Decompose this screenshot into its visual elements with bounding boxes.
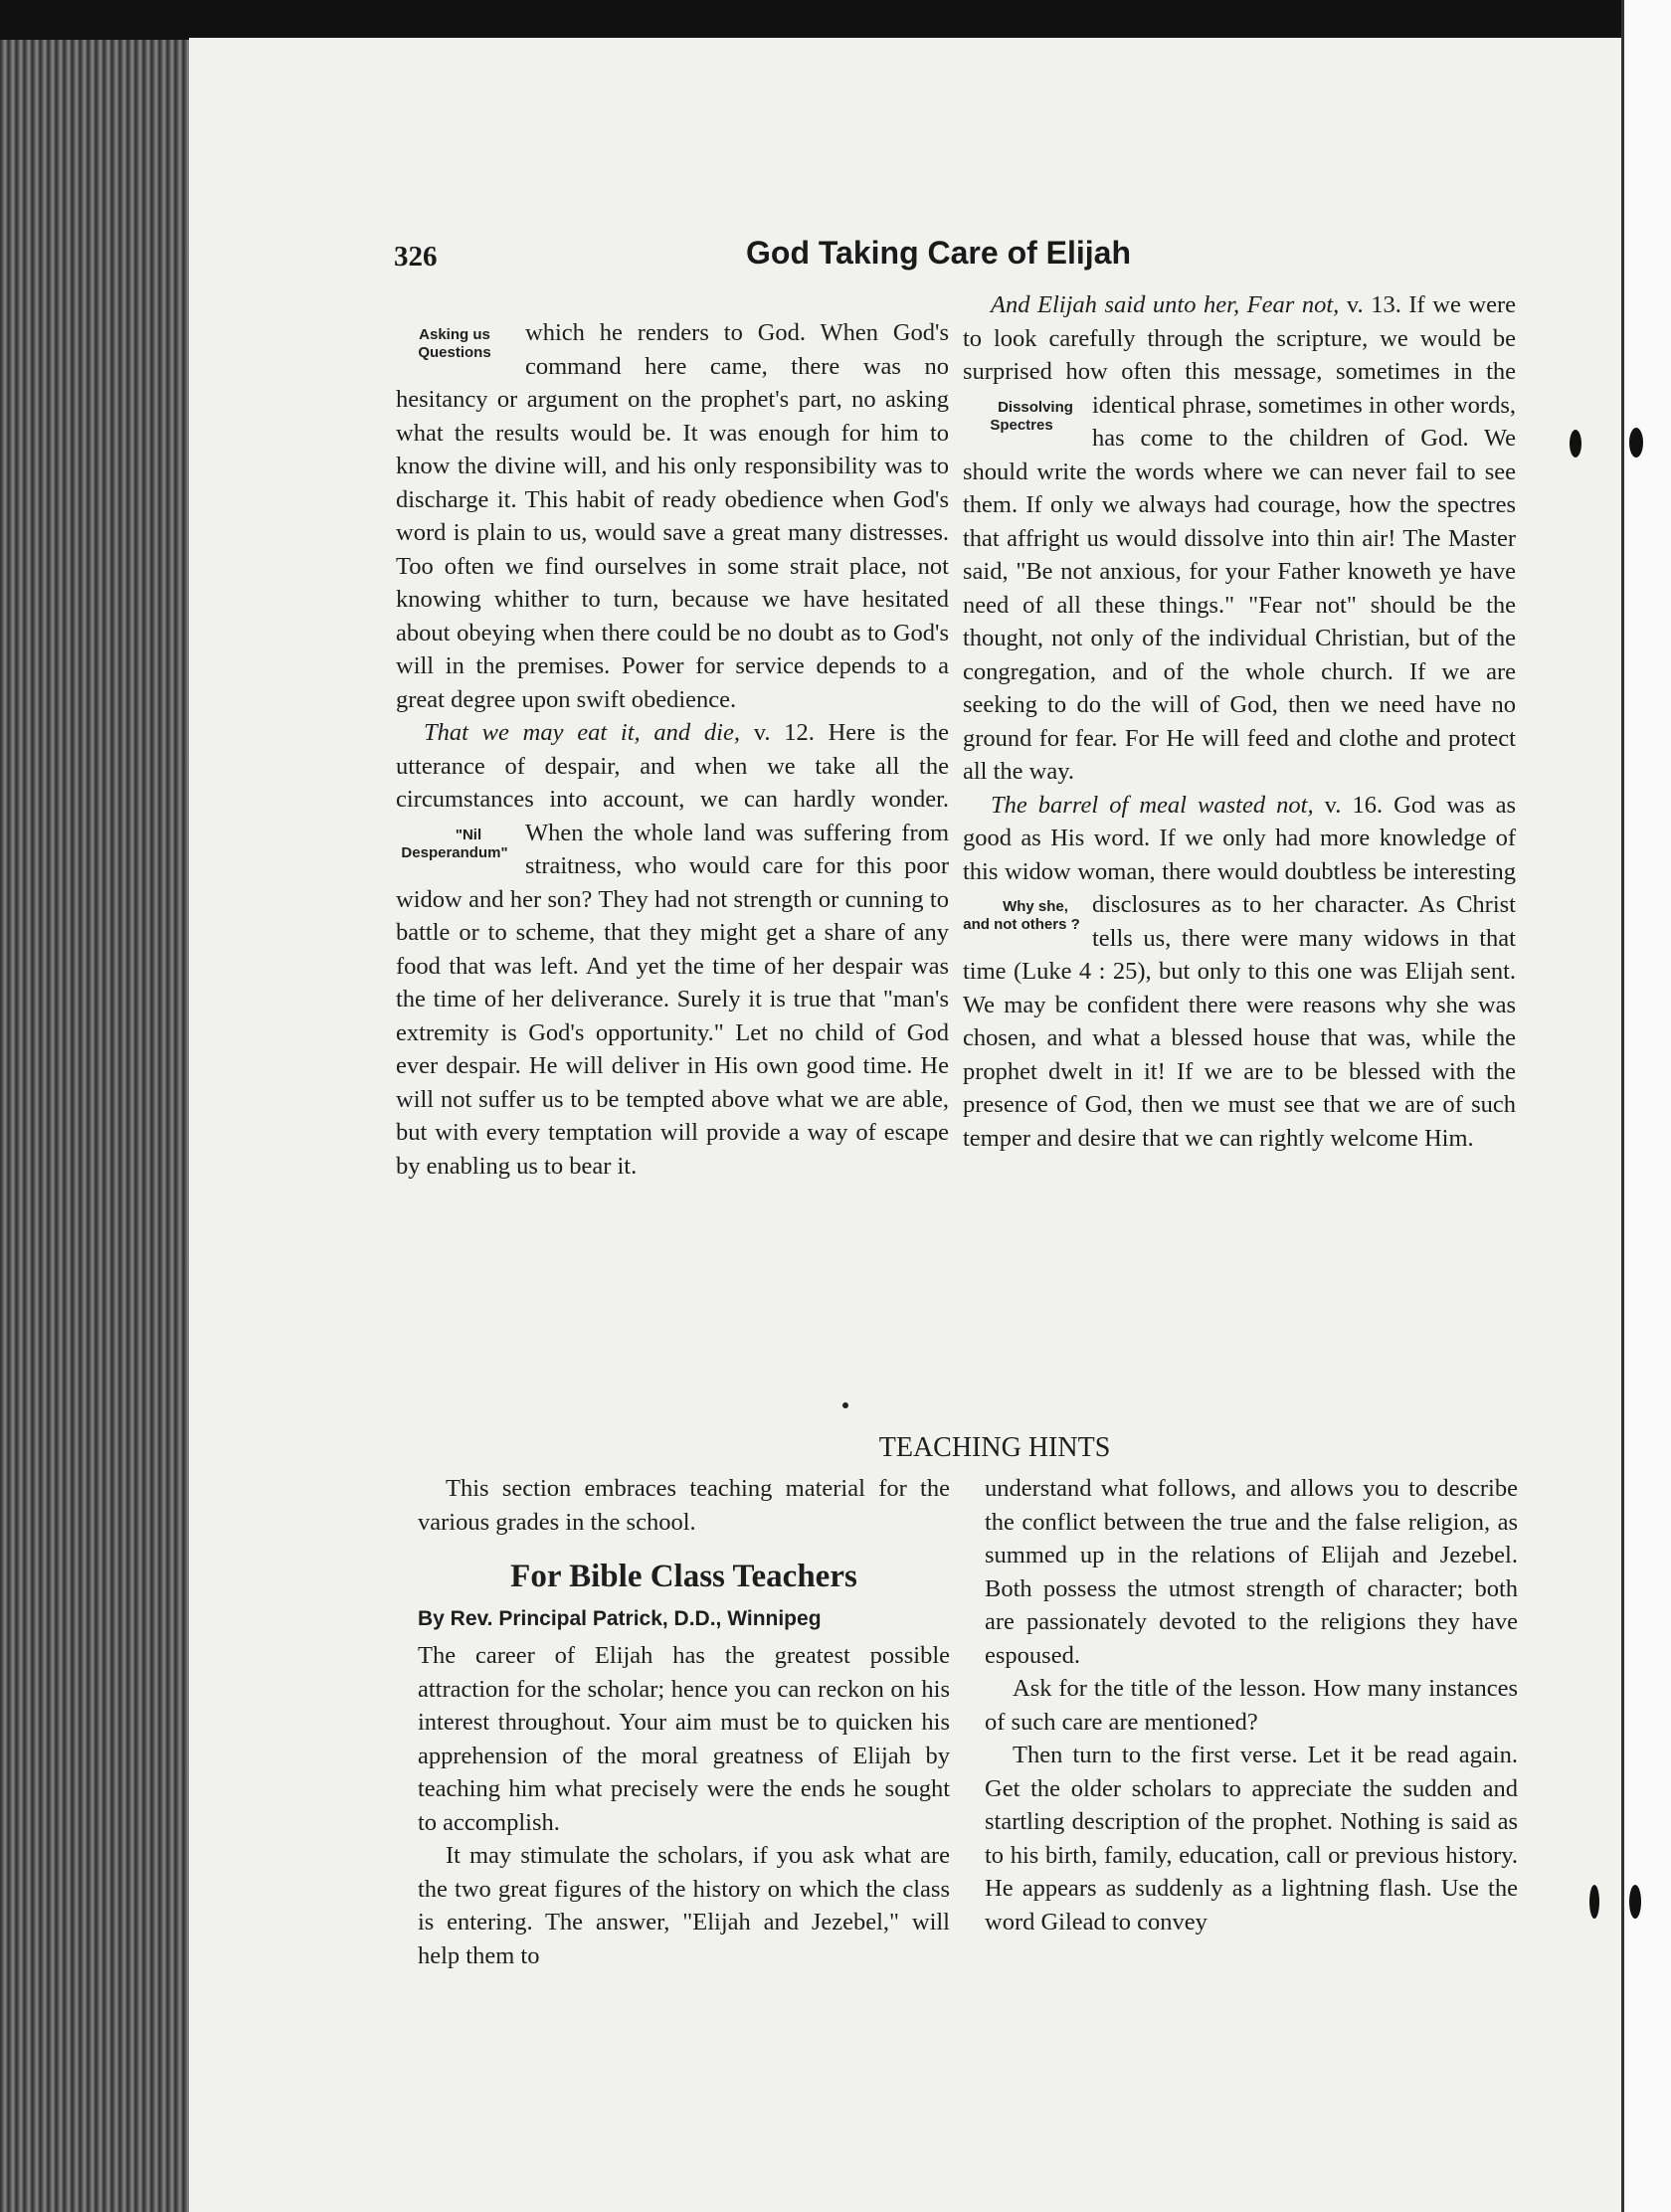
column-right-bottom xyxy=(985,1472,1518,1938)
section-heading: TEACHING HINTS xyxy=(878,1432,1111,1463)
facing-page-strip xyxy=(1621,0,1671,2212)
marginal-heading: Asking us Questions xyxy=(418,326,491,361)
column-left-top xyxy=(396,316,949,1183)
scan-top-border xyxy=(0,0,1671,40)
ink-mark xyxy=(1570,430,1581,458)
paragraph: understand what follows, and allows you to describe the conflict between the true and the false religion, as summed up in the relations of Elijah and Jezebel. Both possess the utmost strength of character; both are passionately devoted to the religions they have espoused. xyxy=(985,1475,1518,1669)
text: to her character. As Christ tells us, there were many widows in that time (Luke 4 : 25), but only to this one was Elijah sent. We may be confident there were reasons why she was chosen, and what a blessed house that was, while the prophet dwelt in it! If we are to be blessed with the presence of God, then we must see that we are of such temper and desire that we can rightly welcome Him. xyxy=(963,891,1516,1152)
paragraph: Then turn to the first verse. Let it be read again. Get the older scholars to appreciate the sudden and startling description of the prophet. Nothing is said as to his birth, family, education, call or previous history. He appears as suddenly as a lightning flash. Use the word Gilead to convey xyxy=(985,1742,1518,1936)
book-page-edges xyxy=(0,0,199,2212)
column-right-top xyxy=(963,288,1516,1155)
paragraph: Ask for the title of the lesson. How many instances of such care are mentioned? xyxy=(985,1675,1518,1736)
text: v. 13. If we were to look carefully through the scripture, we would be surprised how often this message, sometimes in the identical xyxy=(963,291,1517,419)
text: v. 16. God was as good as His word. If we only had more knowledge of this widow woman, there would doubtless be interesting disclosures as xyxy=(963,791,1516,918)
verse-quote: That we may eat it, and die, xyxy=(424,719,740,746)
text: phrase, sometimes in other words, has come to the children of God. We should write the words where we can never fail to see them. If only we always had courage, how the spectres that affright us would dissolve into thin air! The Master said, "Be not anxious, for your Father knoweth ye have need of all these things." "Fear not" should be the thought, not only of the individual Christian, but of the congregation, and of the whole church. If we are seeking to do the will of God, then we need have no ground for fear. For He will feed and clothe and protect all the way. xyxy=(963,391,1516,785)
text: which he renders to God. When God's xyxy=(525,319,949,346)
ink-mark xyxy=(1589,1885,1599,1919)
paragraph xyxy=(963,789,1516,1156)
author-byline: By Rev. Principal Patrick, D.D., Winnipeg xyxy=(418,1606,822,1630)
stray-mark xyxy=(842,1402,848,1408)
verse-quote: The barrel of meal wasted not, xyxy=(991,791,1314,819)
page-header xyxy=(0,231,1671,280)
paragraph xyxy=(396,316,949,716)
paragraph: The career of Elijah has the greatest possible attraction for the scholar; hence you can reckon on his interest throughout. Your aim must be to quicken his apprehension of the moral greatness of Elijah by teaching him what precisely were the ends he sought to accomplish. xyxy=(418,1642,950,1836)
page-number: 326 xyxy=(394,241,438,273)
paragraph xyxy=(396,716,949,1183)
ink-mark xyxy=(1629,1885,1641,1919)
text: command here came, there was no hesitancy or argument on the prophet's part, no asking what the results would be. It was enough for him to know the divine will, and his only responsibility was to discharge it. This habit of ready obedience when God's word is plain to us, would save a great many distresses. Too often we find ourselves in some strait place, not knowing whither to turn, because we have hesitated about obeying when there could be no doubt as to God's will in the premises. Power for service depends to a great degree upon swift obedience. xyxy=(396,352,949,713)
marginal-heading: "Nil Desperandum" xyxy=(401,826,508,861)
text: v. 12. Here is the utterance of despair, and when we take all the circumstances into account, we can hardly wonder. When the whole land was xyxy=(396,719,949,846)
paragraph xyxy=(963,288,1516,789)
marginal-heading: Dissolving Spectres xyxy=(990,398,1073,434)
column-left-bottom xyxy=(418,1472,950,1972)
running-title: God Taking Care of Elijah xyxy=(746,235,1132,271)
intro-text: This section embraces teaching material for the various grades in the school. xyxy=(418,1475,950,1536)
text: suffering from straitness, who would care for this poor widow and her son? They had not strength or cunning to battle or to scheme, that they might get a share of any food that was left. And yet the time of her despair was the time of her deliverance. Surely it is true that "man's extremity is God's opportunity." Let no child of God ever despair. He will deliver in His own good time. He will not suffer us to be tempted above what we are able, but with every temptation will provide a way of escape by enabling us to bear it. xyxy=(396,819,949,1180)
verse-quote: And Elijah said unto her, Fear not, xyxy=(991,291,1340,318)
marginal-heading: Why she, and not others ? xyxy=(963,898,1080,933)
ink-mark xyxy=(1629,428,1643,458)
paragraph: It may stimulate the scholars, if you ask what are the two great figures of the history on which the class is entering. The answer, "Elijah and Jezebel," will help them to xyxy=(418,1842,950,1969)
subsection-heading: For Bible Class Teachers xyxy=(510,1559,857,1594)
